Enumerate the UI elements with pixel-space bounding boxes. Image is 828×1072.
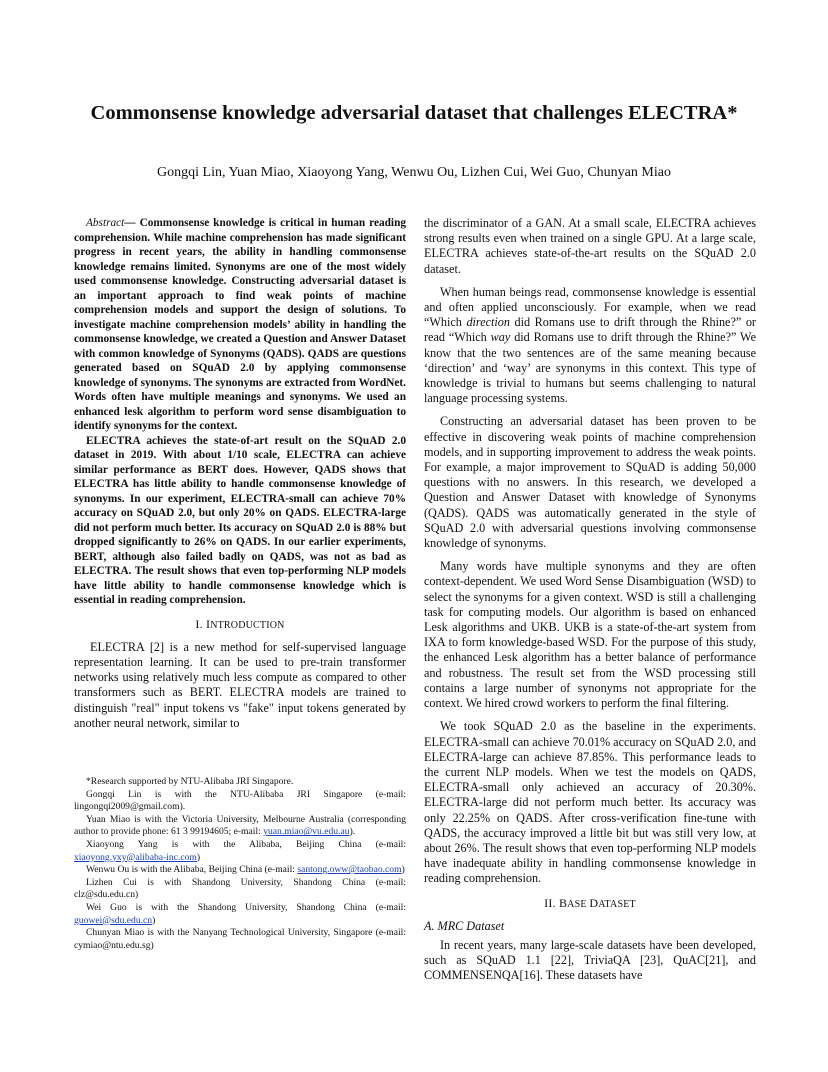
intro-paragraph-2: the discriminator of a GAN. At a small scale, ELECTRA achieves strong results even when trained on a single GPU. At a large scale, ELECTRA achieves state-of-the-art results on the SQuAD 2.0 dataset. <box>424 216 756 276</box>
body-text: When human beings read, commonsense knowledge is essential and often applied unconsciously. For example, when we read “Which <box>424 284 756 330</box>
intro-paragraph-1: ELECTRA [2] is a new method for self-supervised language representation learning. It can be used to pre-train transformer networks using relatively much less compute as compared to other transformers such as BERT. ELECTRA models are trained to distinguish "real" input tokens vs "fake" input tokens generated by another neural network, similar to <box>74 639 406 730</box>
intro-paragraph-4: Constructing an adversarial dataset has been proven to be effective in discovering weak points of machine comprehension models, and in supporting improvement to address the weak points. For example, a major improvement to SQuAD is adding 50,000 questions with no answers. In this research, we developed a Question and Answer Dataset with knowledge of Synonyms (QADS). QADS was automatically generated in the style of SQuAD 2.0 with adversarial questions involving commonsense knowledge of synonyms. <box>424 414 756 551</box>
footnote-text: Wenwu Ou is with the Alibaba, Beijing China (e-mail: <box>86 864 298 876</box>
body-text: did Romans use to drift through the Rhine?” or read “Which <box>424 315 756 345</box>
intro-paragraph-6: We took SQuAD 2.0 as the baseline in the experiments. ELECTRA-small can achieve 70.01% accuracy on SQuAD 2.0, and ELECTRA-large can achieve 87.85%. This performance leads to the current NLP models. When we test the models on QADS, ELECTRA-small only achieved an accuracy of 20.30%. ELECTRA-large did not perform much better. Its accuracy was only 22.25% on QADS. After cross-verification fine-tune with QADS, the accuracy improved a little bit but was still very low, at about 26%. The result shows that even top-performing NLP models have inadequate ability in handling commonsense knowledge in reading comprehension. <box>424 719 757 886</box>
email-link[interactable]: santong.oww@taobao.com <box>297 864 402 876</box>
body-text: did Romans use to drift through the Rhine?” We know that the two sentences are of the same meaning because ‘direction’ and ‘way’ are synonyms in this context. This type of knowledge is trivial to humans but seems challenging to natural language processing systems. <box>424 330 756 406</box>
email-link[interactable]: guowei@sdu.edu.cn <box>74 914 153 926</box>
footnote-text: ) <box>196 851 201 863</box>
footnote-text: ). <box>349 826 356 838</box>
section-smallcaps: NTRODUCTION <box>210 619 285 631</box>
author-list: Gongqi Lin, Yuan Miao, Xiaoyong Yang, Wenwu Ou, Lizhen Cui, Wei Guo, Chunyan Miao <box>157 165 671 180</box>
section-heading-introduction <box>74 617 406 633</box>
left-column <box>74 216 406 731</box>
footnote-text: Wei Guo is with the Shandong University, Shandong China (e-mail: <box>86 901 406 913</box>
footnote-author-5: Lizhen Cui is with Shandong University, Shandong China (e-mail: clz@sdu.edu.cn) <box>74 876 406 901</box>
footnote-author-2 <box>74 814 406 839</box>
abstract-text-1: Commonsense knowledge is critical in human reading comprehension. While machine comprehension has made significant progress in recent years, the ability in handling commonsense knowledge remains limited. Synonyms are one of the most widely used commonsense knowledge. Constructing adversarial dataset is an important approach to find weak points of machine comprehension models and support the design of solutions. To investigate machine comprehension models’ ability in handling the commonsense knowledge, we created a Question and Answer Dataset with common knowledge of Synonyms (QADS). QADS are questions generated based on SQuAD 2.0 by applying commonsense knowledge of synonyms. The synonyms are extracted from WordNet. Words often have multiple meanings and synonyms. We used an enhanced lesk algorithm to perform word sense disambiguation to identify synonyms for the context. <box>74 217 407 432</box>
intro-paragraph-5: Many words have multiple synonyms and they are often context-dependent. We used Word Sense Disambiguation (WSD) to select the synonyms for a given context. WSD is still a challenging task for computing models. Our algorithm is based on enhanced Lesk algorithms and UKB. UKB is a state-of-the-art system from IXA to form knowledge-based WSD. For the purpose of this study, the enhanced Lesk algorithm has a better balance of performance and robustness. The result set from the WSD processing still contains a large number of synonyms not appropriate for the context. We hired crowd workers to perform the final filtering. <box>424 559 756 711</box>
section-initial: D <box>589 895 599 910</box>
section-initial: I <box>205 616 211 631</box>
emphasis-text: way <box>490 330 511 345</box>
abstract-paragraph-1 <box>74 216 406 434</box>
footnote-text: Yuan Miao is with the Victoria University, Melbourne Australia (corresponding author to provide phone: 61 3 99194605; e-mail: <box>74 813 406 838</box>
footnotes <box>74 776 406 952</box>
paper-title: Commonsense knowledge adversarial dataset that challenges ELECTRA* <box>90 102 738 124</box>
footnote-text: Xiaoyong Yang is with the Alibaba, Beijing China (e-mail: <box>86 838 406 850</box>
section-heading-base-dataset <box>424 896 756 912</box>
footnote-author-3 <box>74 839 406 864</box>
footnote-funding: *Research supported by NTU-Alibaba JRI Singapore. <box>86 776 294 787</box>
abstract-paragraph-2: ELECTRA achieves the state-of-art result on the SQuAD 2.0 dataset in 2019. With about 1/10 scale, ELECTRA can achieve similar performance as BERT does. However, QADS shows that ELECTRA has little ability to handle commonsense knowledge of synonyms. In our experiment, ELECTRA-small can achieve 70% accuracy on SQuAD 2.0, but only 20% on QADS. ELECTRA-large did not perform much better. Its accuracy on SQuAD 2.0 is 88% but dropped significantly to 26% on QADS. In our earlier experiments, BERT, although also failed badly on QADS, was not as bad as ELECTRA. The result shows that even top-performing NLP models have little ability to handle commonsense knowledge which is essential in reading comprehension. <box>74 434 406 606</box>
right-column <box>424 216 756 984</box>
emphasis-text: direction <box>466 315 510 330</box>
footnote-author-1: Gongqi Lin is with the NTU-Alibaba JRI Singapore (e-mail: lingongqi2009@gmail.com). <box>74 788 406 813</box>
footnote-author-6 <box>74 902 406 927</box>
section-smallcaps: ATASET <box>598 898 636 910</box>
abstract <box>74 216 406 608</box>
footnote-text: ) <box>401 864 405 876</box>
abstract-label: Abstract <box>86 217 125 229</box>
subsection-heading-mrc-dataset: A. MRC Dataset <box>424 918 505 933</box>
footnote-author-4 <box>74 864 406 877</box>
mrc-paragraph-1: In recent years, many large-scale datasets have been developed, such as SQuAD 1.1 [22], TriviaQA [23], QuAC[21], and COMMENSENQA[16]. These datasets have <box>424 937 756 983</box>
footnote-text: ) <box>152 914 156 926</box>
email-link[interactable]: yuan.miao@vu.edu.au <box>263 826 350 838</box>
section-number: I. <box>195 616 206 631</box>
email-link[interactable]: xiaoyong.yxy@alibaba-inc.com <box>74 851 197 863</box>
abstract-dash: — <box>124 217 140 229</box>
section-smallcaps: ASE <box>567 898 590 910</box>
footnote-author-7: Chunyan Miao is with the Nanyang Technological University, Singapore (e-mail: cymiao@ntu.edu.sg) <box>74 927 406 951</box>
section-initial: B <box>558 895 568 910</box>
section-number: II. <box>544 895 559 910</box>
intro-paragraph-3 <box>424 285 756 407</box>
